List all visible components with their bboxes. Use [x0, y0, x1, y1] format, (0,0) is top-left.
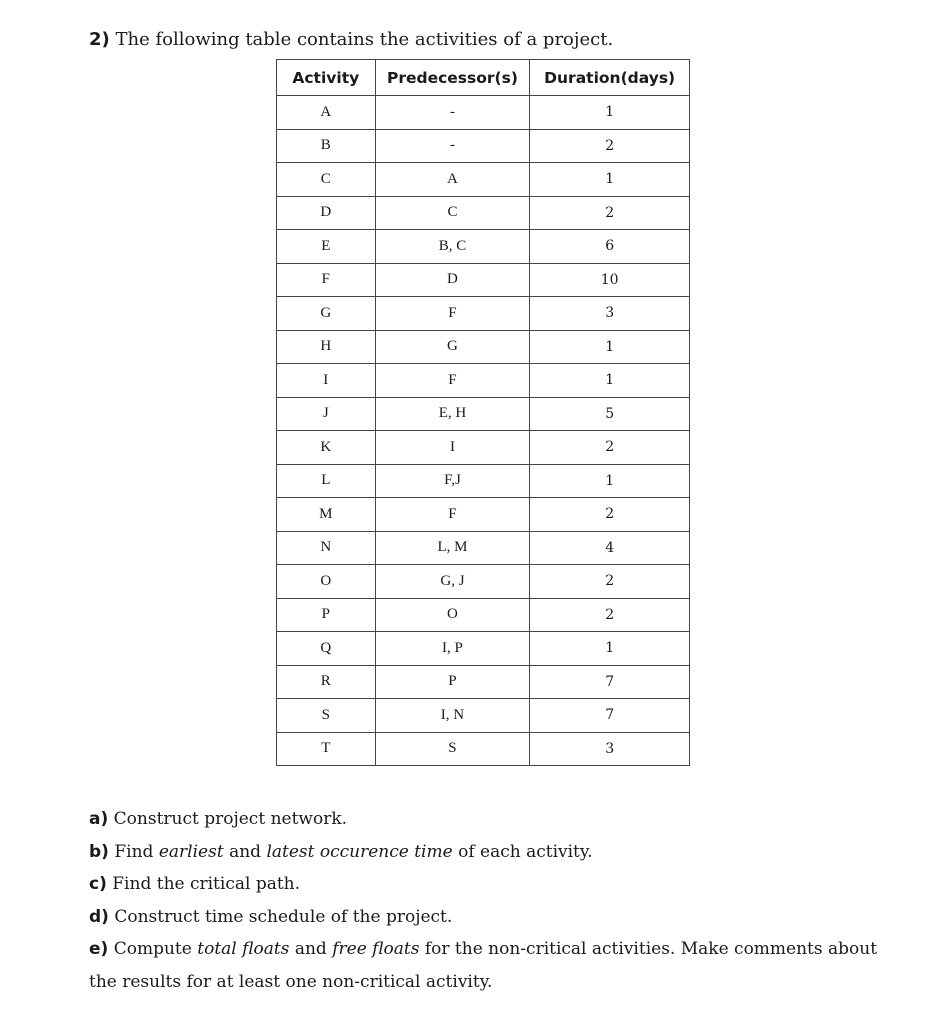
task-b-letter: b) — [89, 841, 109, 862]
task-e-mid: and — [294, 939, 327, 959]
activity-cell: S — [277, 699, 376, 733]
predecessor-cell: I, P — [375, 632, 530, 666]
table-row — [277, 431, 690, 465]
table-row — [277, 565, 690, 599]
duration-cell: 2 — [530, 431, 690, 465]
predecessor-cell: F — [375, 297, 530, 331]
task-a-letter: a) — [89, 809, 109, 829]
table-row — [277, 364, 690, 398]
table-row — [277, 330, 690, 364]
activity-cell: T — [277, 732, 376, 766]
table-row — [277, 699, 690, 733]
task-e — [89, 933, 877, 998]
predecessor-cell: A — [375, 163, 530, 197]
task-e-letter: e) — [89, 939, 109, 959]
predecessor-cell: C — [375, 196, 530, 230]
duration-cell: 4 — [530, 531, 690, 565]
table-row — [277, 129, 690, 163]
activity-cell: A — [277, 96, 376, 130]
table-row — [277, 230, 690, 264]
predecessor-cell: G — [375, 330, 530, 364]
table-row — [277, 397, 690, 431]
duration-cell: 6 — [530, 230, 690, 264]
header-duration: Duration(days) — [530, 60, 690, 96]
predecessor-cell: - — [375, 96, 530, 130]
predecessor-cell: F,J — [375, 464, 530, 498]
task-b-em1: earliest — [158, 841, 224, 862]
table-row — [277, 732, 690, 766]
task-b-post: of each activity. — [458, 841, 593, 862]
duration-cell: 3 — [530, 732, 690, 766]
table-row — [277, 96, 690, 130]
table-row — [277, 196, 690, 230]
activity-cell: E — [277, 230, 376, 264]
activity-cell: N — [277, 531, 376, 565]
duration-cell: 1 — [530, 163, 690, 197]
question-number: 2) — [89, 29, 110, 50]
duration-cell: 2 — [530, 565, 690, 599]
activity-cell: O — [277, 565, 376, 599]
activity-cell: H — [277, 330, 376, 364]
activity-cell: L — [277, 464, 376, 498]
task-a-text: Construct project network. — [113, 809, 348, 829]
duration-cell: 2 — [530, 498, 690, 532]
predecessor-cell: O — [375, 598, 530, 632]
task-c-text: Find the critical path. — [112, 874, 301, 894]
predecessor-cell: E, H — [375, 397, 530, 431]
predecessor-cell: G, J — [375, 565, 530, 599]
predecessor-cell: I — [375, 431, 530, 465]
table-row — [277, 665, 690, 699]
duration-cell: 2 — [530, 598, 690, 632]
table-row — [277, 598, 690, 632]
task-b-em2: latest occurence time — [266, 841, 453, 862]
predecessor-cell: L, M — [375, 531, 530, 565]
table-row — [277, 531, 690, 565]
table-row — [277, 498, 690, 532]
activity-cell: C — [277, 163, 376, 197]
table-row — [277, 163, 690, 197]
activity-cell: F — [277, 263, 376, 297]
duration-cell: 1 — [530, 464, 690, 498]
table-row — [277, 632, 690, 666]
activity-cell: G — [277, 297, 376, 331]
activity-cell: K — [277, 431, 376, 465]
task-e-em1: total floats — [197, 939, 290, 959]
predecessor-cell: S — [375, 732, 530, 766]
duration-cell: 7 — [530, 699, 690, 733]
duration-cell: 7 — [530, 665, 690, 699]
duration-cell: 10 — [530, 263, 690, 297]
task-b-mid: and — [229, 841, 262, 862]
duration-cell: 1 — [530, 96, 690, 130]
activity-cell: J — [277, 397, 376, 431]
predecessor-cell: - — [375, 129, 530, 163]
activity-table — [276, 59, 690, 766]
task-d-letter: d) — [89, 906, 109, 927]
activity-cell: M — [277, 498, 376, 532]
task-b — [89, 836, 889, 869]
task-c-letter: c) — [89, 874, 107, 894]
task-d — [89, 901, 889, 934]
question-text: The following table contains the activities of a project. — [115, 29, 614, 50]
predecessor-cell: P — [375, 665, 530, 699]
table-row — [277, 464, 690, 498]
predecessor-cell: D — [375, 263, 530, 297]
task-e-post: for the non-critical activities. Make comments about the results for at least one non-critical activity. — [89, 939, 878, 992]
task-d-text: Construct time schedule of the project. — [114, 906, 453, 927]
activity-cell: I — [277, 364, 376, 398]
predecessor-cell: I, N — [375, 699, 530, 733]
predecessor-cell: F — [375, 364, 530, 398]
task-list — [89, 803, 889, 998]
activity-cell: D — [277, 196, 376, 230]
activity-cell: Q — [277, 632, 376, 666]
table-header-row — [277, 60, 690, 96]
duration-cell: 1 — [530, 364, 690, 398]
task-e-em2: free floats — [332, 939, 420, 959]
activity-cell: R — [277, 665, 376, 699]
duration-cell: 2 — [530, 129, 690, 163]
question-title — [89, 27, 613, 53]
header-predecessors: Predecessor(s) — [375, 60, 530, 96]
task-a — [89, 803, 889, 836]
activity-cell: B — [277, 129, 376, 163]
duration-cell: 2 — [530, 196, 690, 230]
duration-cell: 1 — [530, 632, 690, 666]
predecessor-cell: B, C — [375, 230, 530, 264]
duration-cell: 1 — [530, 330, 690, 364]
table-row — [277, 297, 690, 331]
task-b-pre: Find — [114, 841, 154, 862]
predecessor-cell: F — [375, 498, 530, 532]
header-activity: Activity — [277, 60, 376, 96]
table-row — [277, 263, 690, 297]
task-e-pre: Compute — [113, 939, 192, 959]
duration-cell: 5 — [530, 397, 690, 431]
activity-cell: P — [277, 598, 376, 632]
duration-cell: 3 — [530, 297, 690, 331]
task-c — [89, 868, 889, 901]
